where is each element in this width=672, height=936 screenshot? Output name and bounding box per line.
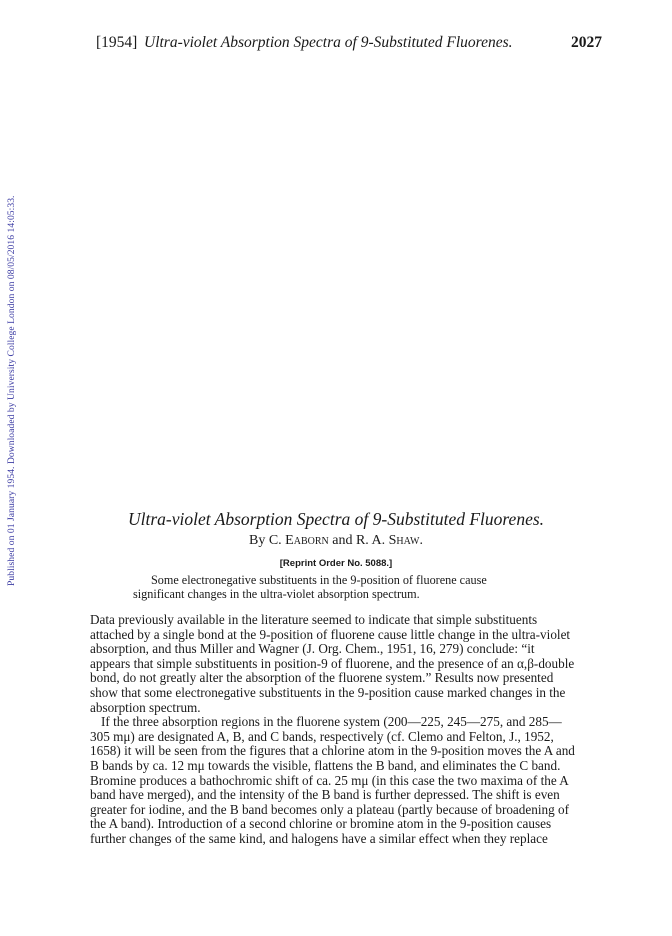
body-line: Data previously available in the literature seemed to indicate that simple substituents — [90, 612, 538, 627]
byline — [0, 533, 672, 549]
header-running-title: Ultra-violet Absorption Spectra of 9-Substituted Fluorenes. — [144, 34, 513, 51]
page-number: 2027 — [571, 34, 602, 51]
body-line: B bands by ca. 12 mμ towards the visible, flattens the B band, and eliminates the C band. — [90, 757, 561, 773]
running-header — [96, 34, 602, 54]
article-title: Ultra-violet Absorption Spectra of 9-Substituted Fluorenes. — [127, 509, 545, 529]
body-line: greater for iodine, and the B band becomes only a plateau (partly because of broadening of — [90, 801, 569, 817]
body-line: further changes of the same kind, and halogens have a similar effect when they replace — [90, 830, 548, 846]
download-watermark-text: Published on 01 January 1954. Downloaded by University College London on 08/05/2016 14:05:33. — [6, 195, 17, 586]
body-line: If the three absorption regions in the fluorene system (200—225, 245—275, and 285— — [101, 714, 562, 730]
body-line: the A band). Introduction of a second chlorine or bromine atom in the 9-position causes — [90, 816, 552, 832]
byline-and: and R. A. — [332, 533, 386, 548]
body-line: attached by a single bond at the 9-position of fluorene cause little change in the ultra-violet — [90, 626, 571, 642]
body-line: absorption spectrum. — [90, 699, 201, 715]
author-shaw: Shaw. — [388, 533, 423, 548]
reprint-order: [Reprint Order No. 5088.] — [279, 558, 393, 569]
header-year: [1954] — [96, 34, 138, 51]
body-line: 1658) it will be seen from the figures that a chlorine atom in the 9-position moves the A and — [90, 743, 575, 759]
body-line: appears that simple substituents in position-9 of fluorene, and the presence of an α,β-double — [90, 655, 575, 671]
body-line: 305 mμ) are designated A, B, and C bands, respectively (cf. Clemo and Felton, J., 1952, — [90, 728, 554, 744]
abstract-line: significant changes in the ultra-violet absorption spectrum. — [133, 586, 420, 601]
body-line: bond, do not greatly alter the absorption of the fluorene system.” Results now presented — [90, 670, 554, 686]
body-line: absorption, and thus Miller and Wagner (J. Org. Chem., 1951, 16, 279) conclude: “it — [90, 641, 535, 657]
body-line: band have merged), and the intensity of the B band is further depressed. The shift is even — [90, 787, 560, 803]
abstract — [133, 574, 573, 601]
body-line: show that some electronegative substituents in the 9-position cause marked changes in the — [90, 684, 566, 700]
byline-by: By C. — [248, 533, 282, 548]
author-eaborn: Eaborn — [285, 533, 329, 548]
article-body — [90, 613, 605, 847]
abstract-line: Some electronegative substituents in the 9-position of fluorene cause — [151, 573, 487, 587]
body-line: Bromine produces a bathochromic shift of ca. 25 mμ (in this case the two maxima of the A — [90, 772, 569, 788]
